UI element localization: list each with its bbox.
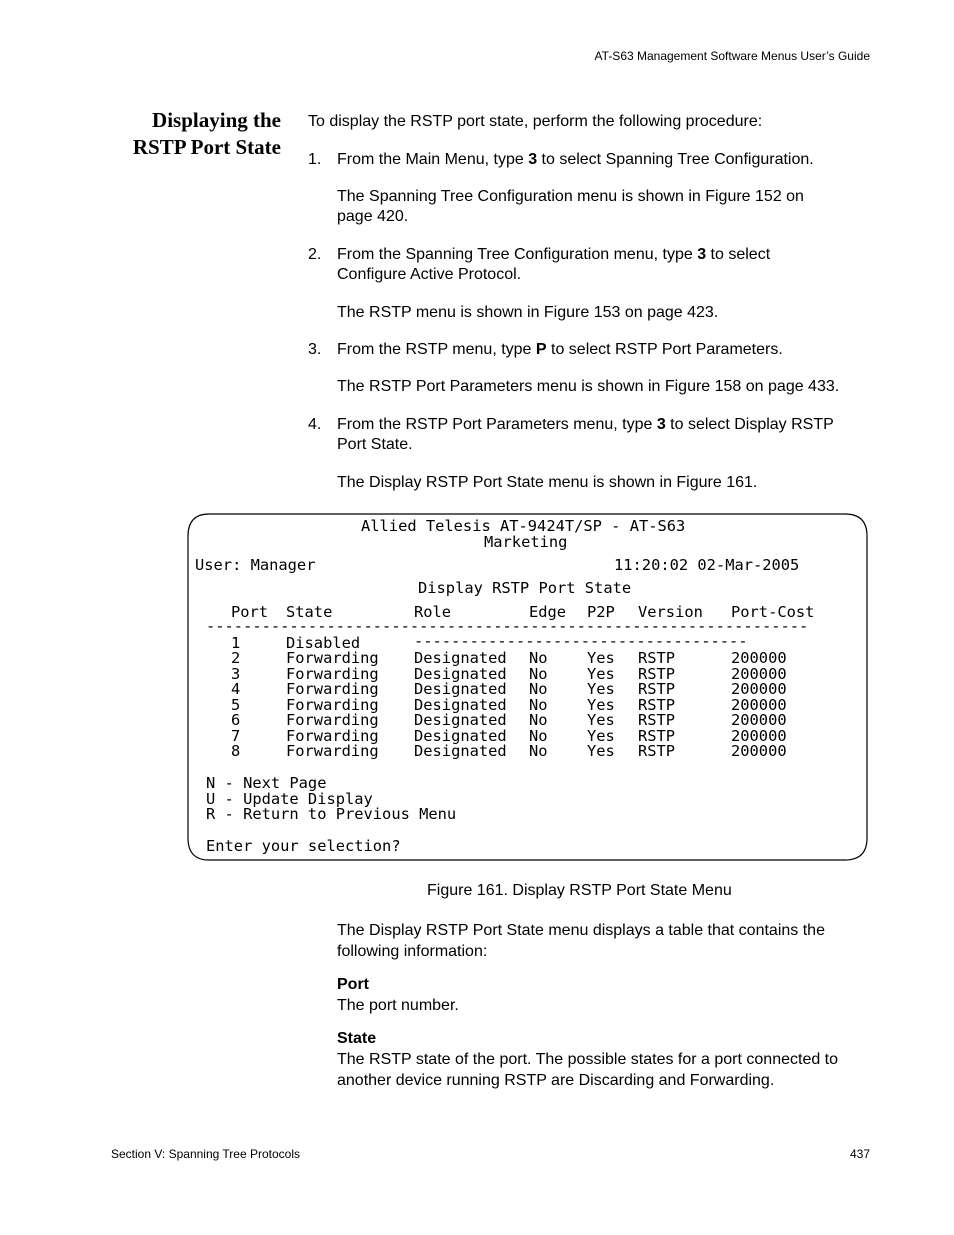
row-disabled-dashes: ------------------------------------	[414, 632, 748, 650]
row-port: 7	[231, 726, 241, 745]
def-desc-state	[337, 1049, 877, 1091]
row-state: Forwarding	[286, 680, 379, 699]
step-note: The Display RSTP Port State menu is shown in Figure 161.	[337, 474, 758, 491]
row-state: Forwarding	[286, 711, 379, 730]
figure-caption: Figure 161. Display RSTP Port State Menu	[427, 882, 732, 899]
body-line: following information:	[337, 943, 488, 960]
step-text-post: to select Display RSTP	[665, 416, 834, 433]
def-term-port: Port	[337, 976, 369, 993]
row-version: RSTP	[638, 680, 676, 699]
row-role: Designated	[414, 649, 507, 667]
section-heading	[60, 107, 281, 161]
row-edge: No	[529, 680, 548, 699]
row-role: Designated	[414, 711, 507, 730]
running-header: AT-S63 Management Software Menus User’s Guide	[594, 49, 870, 63]
row-version: RSTP	[638, 695, 676, 714]
step-number: 1.	[308, 151, 322, 168]
screen-title: Allied Telesis AT-9424T/SP - AT-S63	[361, 517, 686, 535]
row-port: 3	[231, 664, 241, 683]
row-state: Forwarding	[286, 664, 379, 683]
step-key: 3	[656, 416, 666, 433]
step-key: 3	[528, 151, 538, 168]
row-edge: No	[529, 726, 548, 745]
footer-section: Section V: Spanning Tree Protocols	[111, 1147, 300, 1161]
step-key: P	[535, 341, 547, 358]
step-text	[337, 245, 872, 285]
row-state: Forwarding	[286, 726, 379, 745]
step-note: The RSTP Port Parameters menu is shown in Figure 158 on page 433.	[337, 378, 840, 395]
step-note: The RSTP menu is shown in Figure 153 on page 423.	[337, 304, 719, 321]
row-p2p: Yes	[587, 680, 615, 699]
step-text-post: to select	[706, 246, 771, 263]
step-text-post: to select Spanning Tree Configuration.	[537, 151, 814, 168]
def-term-state: State	[337, 1030, 377, 1047]
step-text	[337, 340, 872, 360]
row-port: 4	[231, 680, 241, 699]
row-version: RSTP	[638, 726, 676, 745]
col-header-role: Role	[414, 603, 452, 621]
step-text-line2: Port State.	[337, 436, 413, 453]
row-port: 2	[231, 649, 241, 667]
screen-user: User: Manager	[195, 556, 316, 574]
row-p2p: Yes	[587, 711, 615, 730]
row-port: 8	[231, 742, 241, 761]
step-note	[337, 187, 872, 227]
step-number: 3.	[308, 341, 322, 358]
row-role: Designated	[414, 695, 507, 714]
screen-subtitle: Marketing	[484, 533, 568, 551]
table-divider: -----------------------------------------------------------------	[206, 617, 809, 635]
row-version: RSTP	[638, 649, 676, 667]
col-header-p2p: P2P	[587, 603, 615, 621]
row-edge: No	[529, 742, 548, 761]
col-header-port: Port	[231, 603, 269, 621]
row-edge: No	[529, 664, 548, 683]
screen-menu-title: Display RSTP Port State	[418, 579, 632, 597]
row-version: RSTP	[638, 711, 676, 730]
step-text	[337, 415, 872, 455]
def-desc-line: another device running RSTP are Discarding and Forwarding.	[337, 1072, 775, 1089]
row-version: RSTP	[638, 664, 676, 683]
selection-prompt: Enter your selection?	[206, 837, 401, 855]
row-port-cost: 200000	[731, 680, 787, 699]
row-role: Designated	[414, 680, 507, 699]
row-p2p: Yes	[587, 664, 615, 683]
col-header-state: State	[286, 603, 333, 621]
row-edge: No	[529, 695, 548, 714]
def-desc-port: The port number.	[337, 997, 459, 1014]
row-role: Designated	[414, 664, 507, 683]
page-number: 437	[849, 1147, 870, 1161]
step-note-line: The Spanning Tree Configuration menu is shown in Figure 152 on	[337, 188, 804, 205]
row-p2p: Yes	[587, 726, 615, 745]
row-port-cost: 200000	[731, 711, 787, 730]
col-header-edge: Edge	[529, 603, 567, 621]
step-number: 2.	[308, 246, 322, 263]
row-p2p: Yes	[587, 742, 615, 761]
row-p2p: Yes	[587, 649, 615, 667]
step-text	[337, 150, 872, 170]
step-text-pre: From the RSTP menu, type	[337, 341, 536, 358]
row-port-cost: 200000	[731, 664, 787, 683]
row-state: Forwarding	[286, 695, 379, 714]
step-note-line: page 420.	[337, 208, 409, 225]
row-version: RSTP	[638, 742, 676, 761]
section-heading-line2: RSTP Port State	[132, 135, 281, 159]
row-state: Forwarding	[286, 649, 379, 667]
row-port: 5	[231, 695, 241, 714]
step-text-pre: From the Main Menu, type	[337, 151, 529, 168]
screen-datetime: 11:20:02 02-Mar-2005	[614, 556, 800, 574]
section-heading-line1: Displaying the	[152, 108, 281, 132]
row-edge: No	[529, 711, 548, 730]
row-state: Disabled	[286, 634, 361, 652]
row-role: Designated	[414, 726, 507, 745]
row-port-cost: 200000	[731, 649, 787, 667]
row-p2p: Yes	[587, 695, 615, 714]
body-line: The Display RSTP Port State menu displays a table that contains the	[337, 922, 825, 939]
row-state: Forwarding	[286, 742, 379, 761]
row-port-cost: 200000	[731, 726, 787, 745]
step-text-post: to select RSTP Port Parameters.	[546, 341, 783, 358]
col-header-port-cost: Port-Cost	[731, 603, 815, 621]
option-update-display: U - Update Display	[206, 790, 373, 808]
step-number: 4.	[308, 416, 322, 433]
row-role: Designated	[414, 742, 507, 761]
option-next-page: N - Next Page	[206, 774, 327, 792]
body-paragraph	[337, 920, 877, 962]
step-text-line2: Configure Active Protocol.	[337, 266, 522, 283]
row-port-cost: 200000	[731, 742, 787, 761]
row-edge: No	[529, 649, 548, 667]
col-header-version: Version	[638, 603, 703, 621]
def-desc-line: The RSTP state of the port. The possible states for a port connected to	[337, 1051, 839, 1068]
step-text-pre: From the Spanning Tree Configuration menu, type	[337, 246, 698, 263]
row-port: 6	[231, 711, 241, 730]
intro-paragraph: To display the RSTP port state, perform the following procedure:	[308, 113, 763, 130]
step-key: 3	[697, 246, 707, 263]
row-port-cost: 200000	[731, 695, 787, 714]
step-text-pre: From the RSTP Port Parameters menu, type	[337, 416, 657, 433]
option-return: R - Return to Previous Menu	[206, 805, 457, 823]
row-port: 1	[231, 634, 241, 652]
